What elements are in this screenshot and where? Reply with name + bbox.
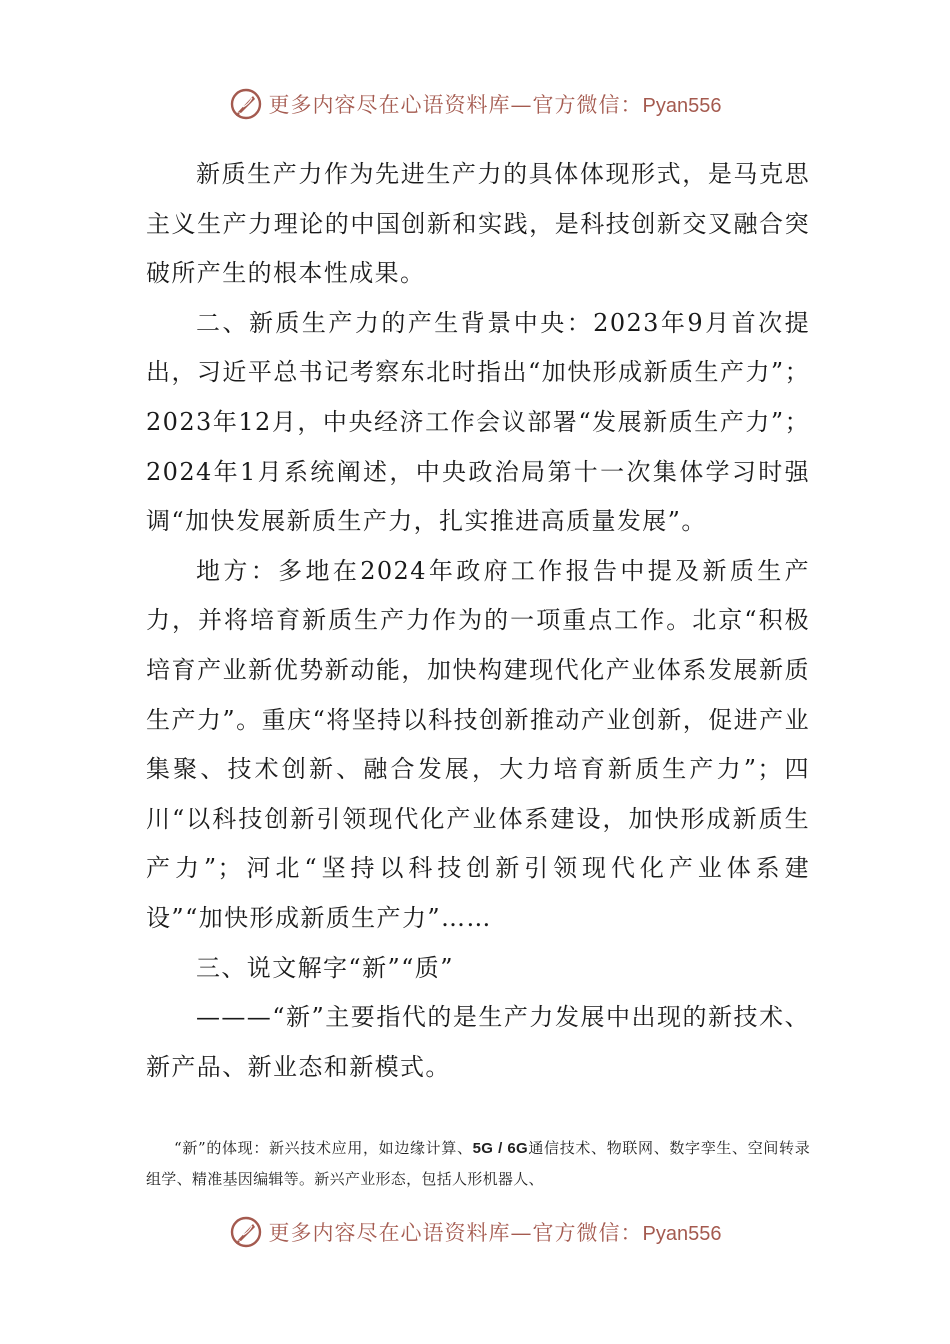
watermark-text: 更多内容尽在心语资料库—官方微信：Pyan556 — [268, 93, 722, 117]
watermark-header — [0, 84, 950, 124]
watermark-footer — [0, 1212, 950, 1252]
quill-logo-icon — [229, 1215, 263, 1249]
paragraph-xin-meaning: ———“新”主要指代的是生产力发展中出现的新技术、新产品、新业态和新模式。 — [146, 1003, 810, 1081]
paragraph-background-local: 地方：多地在2024年政府工作报告中提及新质生产力，并将培育新质生产力作为的一项重点工作。北京“积极培育产业新优势新动能，加快构建现代化产业体系发展新质生产力”。重庆“将坚持以科技创新推动产业创新，促进产业集聚、技术创新、融合发展，大力培育新质生产力”；四川“以科技创新引领现代化产业体系建设，加快形成新质生产力”；河北“坚持以科技创新引领现代化产业体系建设”“加快形成新质生产力”…… — [146, 556, 810, 932]
paragraph-intro: 新质生产力作为先进生产力的具体体现形式，是马克思主义生产力理论的中国创新和实践，是科技创新交叉融合突破所产生的根本性成果。 — [146, 160, 810, 288]
watermark-text: 更多内容尽在心语资料库—官方微信：Pyan556 — [268, 1221, 722, 1245]
paragraph-background-central: 二、新质生产力的产生背景中央：2023年9月首次提出，习近平总书记考察东北时指出“加快形成新质生产力”；2023年12月，中央经济工作会议部署“发展新质生产力”；2024年1月系统阐述，中央政治局第十一次集体学习时强调“加快发展新质生产力，扎实推进高质量发展”。 — [146, 308, 810, 536]
quill-logo-icon — [229, 87, 263, 121]
section-heading-xin-zhi: 三、说文解字“新”“质” — [196, 953, 454, 982]
document-body — [146, 150, 810, 1092]
footnote: “新”的体现：新兴技术应用，如边缘计算、5G / 6G通信技术、物联网、数字孪生、空间转录组学、精准基因编辑等。新兴产业形态，包括人形机器人、 — [146, 1139, 810, 1188]
